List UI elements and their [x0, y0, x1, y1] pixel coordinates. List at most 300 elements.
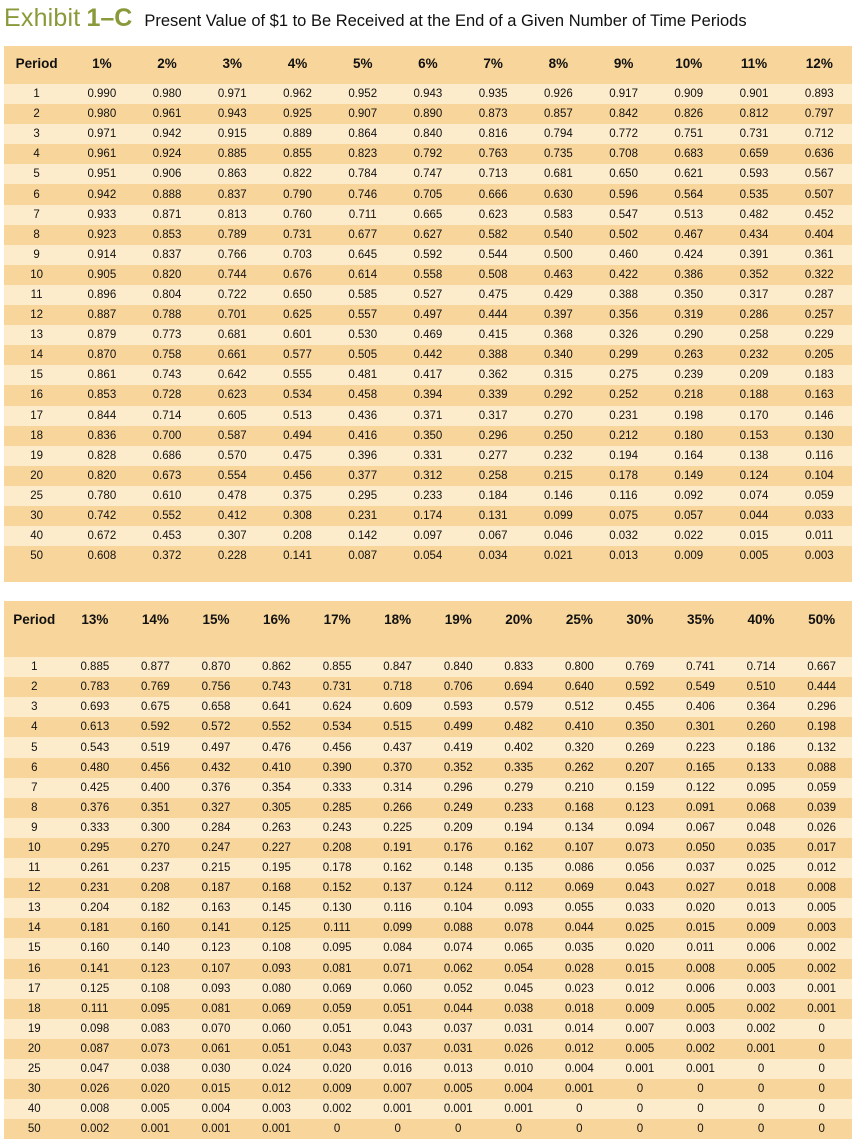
rate-header: 3% [200, 46, 265, 80]
table-row [4, 164, 852, 184]
value-cell: 0.231 [591, 406, 656, 426]
value-cell: 0.917 [591, 84, 656, 104]
value-cell: 0.315 [526, 365, 591, 385]
value-cell: 0.146 [787, 406, 852, 426]
table-row [4, 184, 852, 204]
value-cell: 0.130 [307, 898, 368, 918]
value-cell: 0.333 [65, 818, 126, 838]
value-cell: 0.116 [367, 898, 428, 918]
value-cell: 0.422 [591, 265, 656, 285]
value-cell: 0.002 [307, 1099, 368, 1119]
present-value-table-low-rates [4, 46, 852, 566]
table-row [4, 84, 852, 104]
value-cell: 0.350 [656, 285, 721, 305]
value-cell: 0.005 [721, 546, 786, 566]
rate-header: 5% [330, 46, 395, 80]
value-cell: 0.286 [721, 305, 786, 325]
value-cell: 0.239 [656, 365, 721, 385]
value-cell: 0.270 [125, 838, 186, 858]
table-row [4, 778, 852, 798]
table-row [4, 798, 852, 818]
value-cell: 0.686 [134, 446, 199, 466]
value-cell: 0.534 [265, 385, 330, 405]
value-cell: 0.711 [330, 205, 395, 225]
table-row [4, 1019, 852, 1039]
value-cell: 0.069 [549, 878, 610, 898]
value-cell: 0.051 [246, 1039, 307, 1059]
table-row [4, 979, 852, 999]
value-cell: 0.012 [246, 1079, 307, 1099]
value-cell: 0.003 [787, 546, 852, 566]
value-cell: 0.296 [428, 778, 489, 798]
value-cell: 0.123 [125, 959, 186, 979]
value-cell: 0.237 [125, 858, 186, 878]
value-cell: 0.020 [125, 1079, 186, 1099]
value-cell: 0.004 [549, 1059, 610, 1079]
value-cell: 0.419 [428, 737, 489, 757]
value-cell: 0.544 [461, 245, 526, 265]
exhibit-number: 1–C [86, 4, 133, 32]
value-cell: 0.585 [330, 285, 395, 305]
value-cell: 0.024 [246, 1059, 307, 1079]
value-cell: 0.001 [125, 1119, 186, 1139]
value-cell: 0.260 [731, 717, 792, 737]
value-cell: 0.012 [610, 979, 671, 999]
table-row [4, 737, 852, 757]
value-cell: 0.790 [265, 184, 330, 204]
value-cell: 0.784 [330, 164, 395, 184]
value-cell: 0.694 [489, 677, 550, 697]
value-cell: 0.258 [461, 466, 526, 486]
period-cell: 12 [4, 305, 69, 325]
value-cell: 0.952 [330, 84, 395, 104]
value-cell: 0.009 [307, 1079, 368, 1099]
table-panel-low-rates [4, 46, 852, 582]
value-cell: 0.640 [549, 677, 610, 697]
value-cell: 0.579 [489, 697, 550, 717]
value-cell: 0.132 [791, 737, 852, 757]
period-cell: 11 [4, 285, 69, 305]
value-cell: 0.456 [307, 737, 368, 757]
value-cell: 0.693 [65, 697, 126, 717]
value-cell: 0.510 [731, 677, 792, 697]
value-cell: 0.181 [65, 918, 126, 938]
value-cell: 0.030 [186, 1059, 247, 1079]
value-cell: 0.534 [307, 717, 368, 737]
value-cell: 0.942 [134, 124, 199, 144]
value-cell: 0.933 [69, 205, 134, 225]
value-cell: 0.530 [330, 325, 395, 345]
value-cell: 0.111 [307, 918, 368, 938]
period-cell: 18 [4, 426, 69, 446]
value-cell: 0.741 [670, 657, 731, 677]
value-cell: 0.665 [395, 205, 460, 225]
value-cell: 0.416 [330, 426, 395, 446]
value-cell: 0.218 [656, 385, 721, 405]
value-cell: 0.223 [670, 737, 731, 757]
value-cell: 0.744 [200, 265, 265, 285]
value-cell: 0.572 [186, 717, 247, 737]
value-cell: 0.317 [461, 406, 526, 426]
value-cell: 0.840 [428, 657, 489, 677]
value-cell: 0.390 [307, 758, 368, 778]
value-cell: 0.045 [489, 979, 550, 999]
value-cell: 0.527 [395, 285, 460, 305]
value-cell: 0.001 [367, 1099, 428, 1119]
rate-header: 9% [591, 46, 656, 80]
value-cell: 0.853 [134, 225, 199, 245]
period-cell: 14 [4, 918, 65, 938]
value-cell: 0.015 [670, 918, 731, 938]
value-cell: 0.907 [330, 104, 395, 124]
value-cell: 0.039 [791, 798, 852, 818]
period-cell: 8 [4, 798, 65, 818]
value-cell: 0.552 [134, 506, 199, 526]
value-cell: 0.425 [65, 778, 126, 798]
value-cell: 0.031 [428, 1039, 489, 1059]
value-cell: 0.026 [489, 1039, 550, 1059]
value-cell: 0.820 [69, 466, 134, 486]
value-cell: 0.703 [265, 245, 330, 265]
period-cell: 9 [4, 818, 65, 838]
value-cell: 0.046 [526, 526, 591, 546]
value-cell: 0.141 [65, 959, 126, 979]
value-cell: 0.080 [246, 979, 307, 999]
value-cell: 0.052 [428, 979, 489, 999]
value-cell: 0.842 [591, 104, 656, 124]
value-cell: 0.645 [330, 245, 395, 265]
value-cell: 0.225 [367, 818, 428, 838]
value-cell: 0.587 [200, 426, 265, 446]
value-cell: 0.519 [125, 737, 186, 757]
value-cell: 0.887 [69, 305, 134, 325]
value-cell: 0.555 [265, 365, 330, 385]
table-row [4, 365, 852, 385]
value-cell: 0.797 [787, 104, 852, 124]
value-cell: 0 [670, 1099, 731, 1119]
table-row [4, 677, 852, 697]
value-cell: 0.452 [787, 205, 852, 225]
value-cell: 0.043 [610, 878, 671, 898]
value-cell: 0.558 [395, 265, 460, 285]
value-cell: 0.086 [549, 858, 610, 878]
period-cell: 20 [4, 466, 69, 486]
period-cell: 30 [4, 1079, 65, 1099]
value-cell: 0.168 [549, 798, 610, 818]
value-cell: 0.141 [265, 546, 330, 566]
value-cell: 0.404 [787, 225, 852, 245]
value-cell: 0.766 [200, 245, 265, 265]
value-cell: 0.084 [367, 938, 428, 958]
value-cell: 0.002 [791, 938, 852, 958]
value-cell: 0.098 [65, 1019, 126, 1039]
period-cell: 10 [4, 838, 65, 858]
value-cell: 0.125 [246, 918, 307, 938]
value-cell: 0.712 [787, 124, 852, 144]
value-cell: 0.351 [125, 798, 186, 818]
table-row [4, 104, 852, 124]
value-cell: 0.763 [461, 144, 526, 164]
period-cell: 9 [4, 245, 69, 265]
rate-header: 15% [186, 601, 247, 637]
value-cell: 0.350 [395, 426, 460, 446]
value-cell: 0 [489, 1119, 550, 1139]
value-cell: 0.087 [330, 546, 395, 566]
value-cell: 0.160 [125, 918, 186, 938]
period-cell: 16 [4, 385, 69, 405]
value-cell: 0.104 [787, 466, 852, 486]
value-cell: 0.001 [791, 979, 852, 999]
table-row [4, 144, 852, 164]
value-cell: 0.847 [367, 657, 428, 677]
value-cell: 0 [670, 1079, 731, 1099]
value-cell: 0.195 [246, 858, 307, 878]
value-cell: 0.370 [367, 758, 428, 778]
value-cell: 0.207 [610, 758, 671, 778]
value-cell: 0.658 [186, 697, 247, 717]
value-cell: 0.043 [307, 1039, 368, 1059]
table-row [4, 999, 852, 1019]
period-cell: 15 [4, 365, 69, 385]
value-cell: 0.250 [526, 426, 591, 446]
value-cell: 0.630 [526, 184, 591, 204]
value-cell: 0.567 [787, 164, 852, 184]
value-cell: 0.162 [489, 838, 550, 858]
value-cell: 0.183 [787, 365, 852, 385]
exhibit-description: Present Value of $1 to Be Received at the End of a Given Number of Time Periods [144, 12, 747, 30]
value-cell: 0.003 [670, 1019, 731, 1039]
value-cell: 0.623 [200, 385, 265, 405]
value-cell: 0.108 [125, 979, 186, 999]
value-cell: 0.469 [395, 325, 460, 345]
value-cell: 0.176 [428, 838, 489, 858]
value-cell: 0.888 [134, 184, 199, 204]
value-cell: 0.037 [670, 858, 731, 878]
value-cell: 0.339 [461, 385, 526, 405]
value-cell: 0.168 [246, 878, 307, 898]
value-cell: 0.410 [246, 758, 307, 778]
value-cell: 0.540 [526, 225, 591, 245]
value-cell: 0.681 [200, 325, 265, 345]
value-cell: 0.549 [670, 677, 731, 697]
value-cell: 0.095 [307, 938, 368, 958]
value-cell: 0.923 [69, 225, 134, 245]
value-cell: 0.386 [656, 265, 721, 285]
value-cell: 0.266 [367, 798, 428, 818]
value-cell: 0.006 [670, 979, 731, 999]
value-cell: 0.879 [69, 325, 134, 345]
value-cell: 0.227 [246, 838, 307, 858]
value-cell: 0.044 [721, 506, 786, 526]
value-cell: 0.277 [461, 446, 526, 466]
rate-header: 13% [65, 601, 126, 637]
period-cell: 5 [4, 737, 65, 757]
value-cell: 0.071 [367, 959, 428, 979]
value-cell: 0.299 [591, 345, 656, 365]
value-cell: 0.295 [65, 838, 126, 858]
value-cell: 0.004 [489, 1079, 550, 1099]
value-cell: 0.263 [656, 345, 721, 365]
rate-header: 8% [526, 46, 591, 80]
period-cell: 12 [4, 878, 65, 898]
table-row [4, 225, 852, 245]
value-cell: 0.165 [670, 758, 731, 778]
value-cell: 0.026 [65, 1079, 126, 1099]
value-cell: 0.543 [65, 737, 126, 757]
value-cell: 0.051 [367, 999, 428, 1019]
value-cell: 0.002 [791, 959, 852, 979]
rate-header: 40% [731, 601, 792, 637]
value-cell: 0 [670, 1119, 731, 1139]
value-cell: 0 [610, 1119, 671, 1139]
value-cell: 0.093 [246, 959, 307, 979]
table-row [4, 345, 852, 365]
value-cell: 0.205 [787, 345, 852, 365]
value-cell: 0.095 [125, 999, 186, 1019]
value-cell: 0.010 [489, 1059, 550, 1079]
value-cell: 0.249 [428, 798, 489, 818]
value-cell: 0.513 [656, 205, 721, 225]
value-cell: 0.074 [721, 486, 786, 506]
value-cell: 0.075 [591, 506, 656, 526]
rate-header: 25% [549, 601, 610, 637]
table-row [4, 697, 852, 717]
value-cell: 0.394 [395, 385, 460, 405]
table-row [4, 1079, 852, 1099]
value-cell: 0.078 [489, 918, 550, 938]
value-cell: 0.043 [367, 1019, 428, 1039]
value-cell: 0.233 [395, 486, 460, 506]
value-cell: 0.287 [787, 285, 852, 305]
value-cell: 0.659 [721, 144, 786, 164]
value-cell: 0.605 [200, 406, 265, 426]
value-cell: 0.269 [610, 737, 671, 757]
value-cell: 0.285 [307, 798, 368, 818]
value-cell: 0.354 [246, 778, 307, 798]
value-cell: 0.564 [656, 184, 721, 204]
value-cell: 0.743 [134, 365, 199, 385]
value-cell: 0.667 [791, 657, 852, 677]
value-cell: 0.020 [307, 1059, 368, 1079]
table-row [4, 486, 852, 506]
value-cell: 0.001 [549, 1079, 610, 1099]
value-cell: 0 [731, 1059, 792, 1079]
value-cell: 0.624 [307, 697, 368, 717]
value-cell: 0.372 [134, 546, 199, 566]
value-cell: 0.812 [721, 104, 786, 124]
present-value-table-high-rates [4, 601, 852, 1139]
value-cell: 0.314 [367, 778, 428, 798]
exhibit-word: Exhibit [4, 4, 81, 32]
value-cell: 0 [731, 1099, 792, 1119]
value-cell: 0 [731, 1079, 792, 1099]
table-row [4, 466, 852, 486]
value-cell: 0.018 [731, 878, 792, 898]
value-cell: 0 [791, 1039, 852, 1059]
value-cell: 0.182 [125, 898, 186, 918]
value-cell: 0.163 [787, 385, 852, 405]
value-cell: 0 [791, 1099, 852, 1119]
value-cell: 0.033 [787, 506, 852, 526]
table-row [4, 898, 852, 918]
table-row [4, 124, 852, 144]
value-cell: 0.087 [65, 1039, 126, 1059]
table-row [4, 385, 852, 405]
period-cell: 7 [4, 205, 69, 225]
table-row [4, 265, 852, 285]
value-cell: 0.683 [656, 144, 721, 164]
value-cell: 0.275 [591, 365, 656, 385]
period-cell: 20 [4, 1039, 65, 1059]
value-cell: 0.014 [549, 1019, 610, 1039]
value-cell: 0.823 [330, 144, 395, 164]
value-cell: 0.037 [428, 1019, 489, 1039]
value-cell: 0.034 [461, 546, 526, 566]
value-cell: 0.005 [731, 959, 792, 979]
value-cell: 0.016 [367, 1059, 428, 1079]
value-cell: 0.204 [65, 898, 126, 918]
value-cell: 0.097 [395, 526, 460, 546]
value-cell: 0.592 [395, 245, 460, 265]
value-cell: 0.844 [69, 406, 134, 426]
value-cell: 0.731 [265, 225, 330, 245]
value-cell: 0.001 [246, 1119, 307, 1139]
value-cell: 0.067 [461, 526, 526, 546]
value-cell: 0.708 [591, 144, 656, 164]
value-cell: 0.901 [721, 84, 786, 104]
value-cell: 0.505 [330, 345, 395, 365]
value-cell: 0.104 [428, 898, 489, 918]
value-cell: 0.436 [330, 406, 395, 426]
value-cell: 0.980 [69, 104, 134, 124]
value-cell: 0.184 [461, 486, 526, 506]
value-cell: 0 [367, 1119, 428, 1139]
value-cell: 0.035 [731, 838, 792, 858]
rate-header: 12% [787, 46, 852, 80]
period-cell: 14 [4, 345, 69, 365]
value-cell: 0.231 [65, 878, 126, 898]
table-row [4, 657, 852, 677]
value-cell: 0.012 [791, 858, 852, 878]
value-cell: 0.773 [134, 325, 199, 345]
value-cell: 0.047 [65, 1059, 126, 1079]
value-cell: 0.088 [791, 758, 852, 778]
period-cell: 3 [4, 124, 69, 144]
table-row [4, 506, 852, 526]
value-cell: 0.123 [186, 938, 247, 958]
value-cell: 0.677 [330, 225, 395, 245]
value-cell: 0.015 [610, 959, 671, 979]
value-cell: 0.864 [330, 124, 395, 144]
value-cell: 0.247 [186, 838, 247, 858]
rate-header: 2% [134, 46, 199, 80]
value-cell: 0.610 [134, 486, 199, 506]
value-cell: 0.335 [489, 758, 550, 778]
table-row [4, 285, 852, 305]
value-cell: 0.065 [489, 938, 550, 958]
value-cell: 0.746 [330, 184, 395, 204]
value-cell: 0.552 [246, 717, 307, 737]
value-cell: 0.434 [721, 225, 786, 245]
value-cell: 0.914 [69, 245, 134, 265]
period-cell: 30 [4, 506, 69, 526]
value-cell: 0.444 [791, 677, 852, 697]
value-cell: 0.137 [367, 878, 428, 898]
value-cell: 0.463 [526, 265, 591, 285]
value-cell: 0.209 [428, 818, 489, 838]
value-cell: 0.209 [721, 365, 786, 385]
value-cell: 0.613 [65, 717, 126, 737]
